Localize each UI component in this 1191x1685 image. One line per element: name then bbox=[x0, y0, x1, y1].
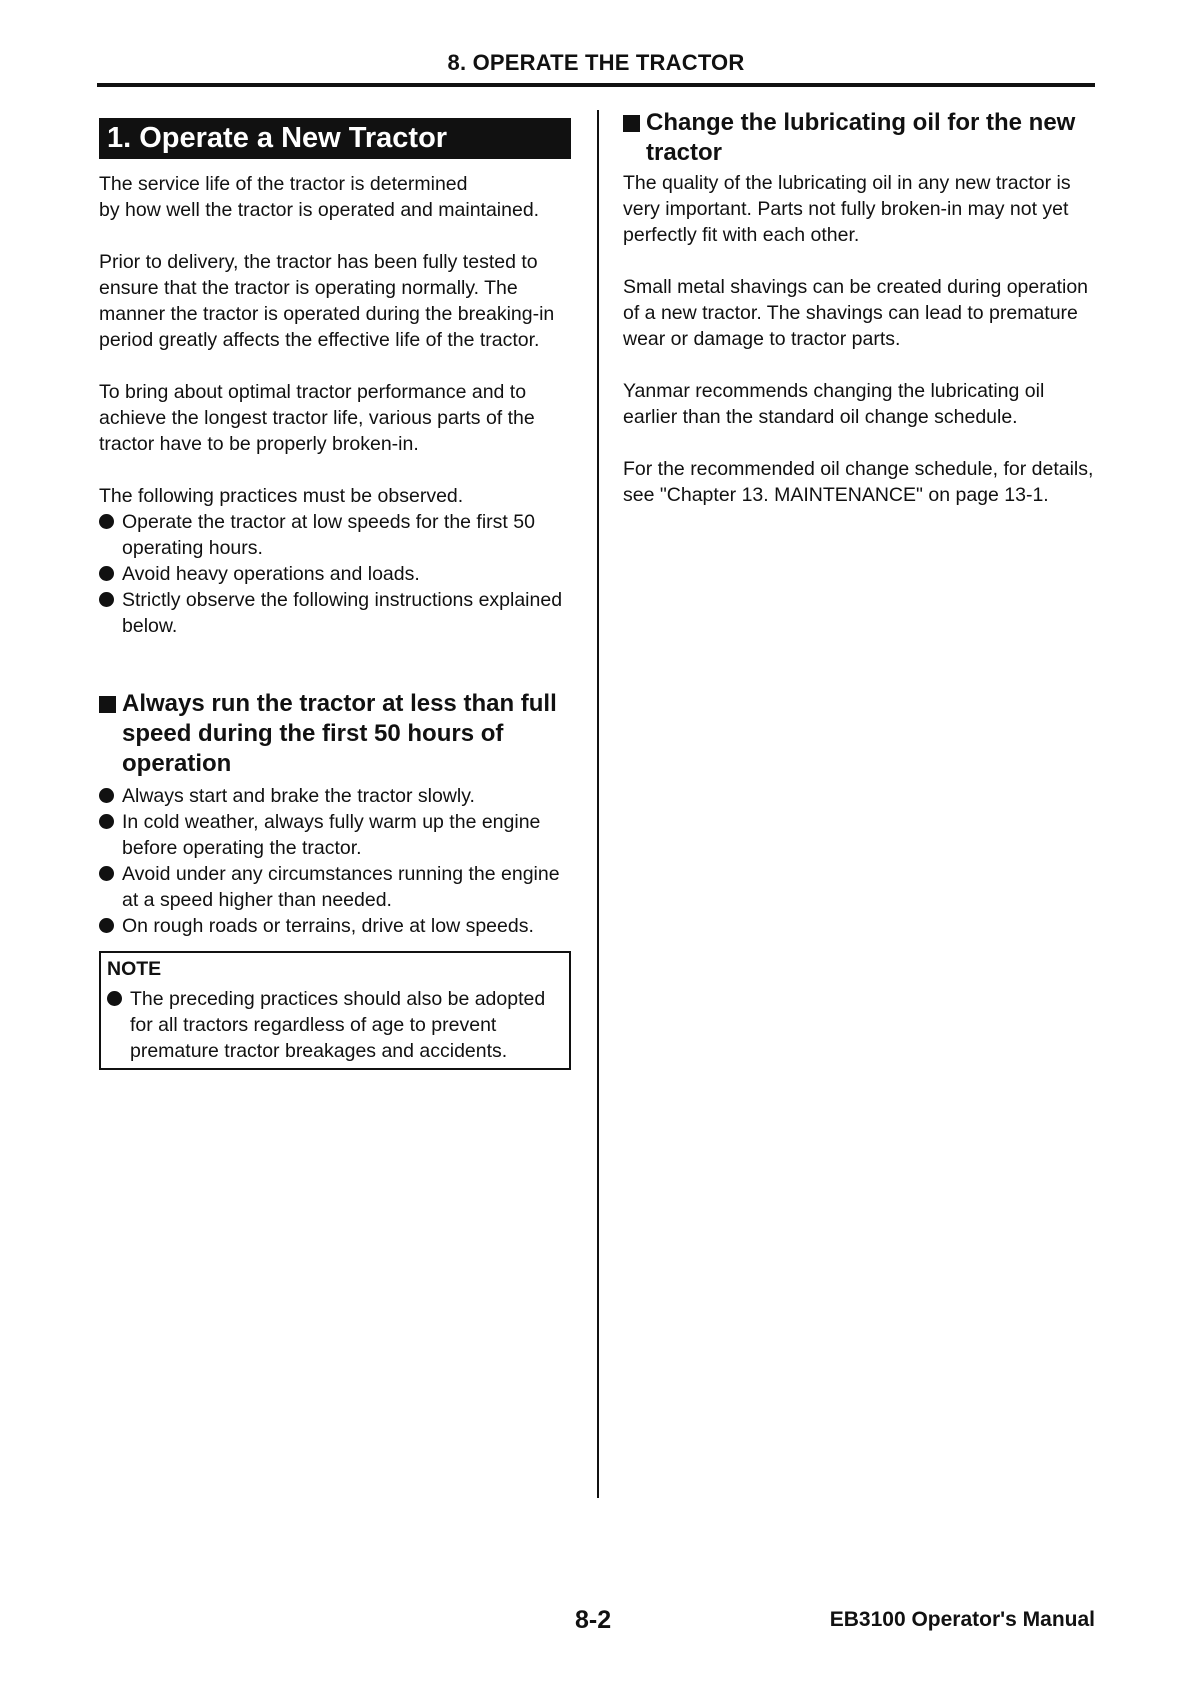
page-header-title: 8. OPERATE THE TRACTOR bbox=[447, 50, 745, 75]
list-item bbox=[99, 861, 571, 913]
bullet-icon bbox=[99, 918, 114, 933]
list-item bbox=[99, 587, 571, 639]
square-bullet-icon bbox=[623, 115, 640, 132]
bullet-icon bbox=[99, 814, 114, 829]
instructions-list bbox=[99, 783, 571, 939]
intro-paragraph: Prior to delivery, the tractor has been fully tested to ensure that the tractor is operating normally. The manner the tractor is operated during the breaking-in period greatly affects the effective life of the tractor. bbox=[99, 251, 555, 351]
column-divider bbox=[597, 110, 599, 1498]
bullet-icon bbox=[107, 991, 122, 1006]
practices-list bbox=[99, 509, 571, 639]
list-item-text: On rough roads or terrains, drive at low speeds. bbox=[122, 915, 534, 937]
right-column bbox=[623, 108, 1095, 534]
left-column bbox=[99, 118, 571, 1070]
list-item bbox=[99, 913, 571, 939]
bullet-icon bbox=[99, 566, 114, 581]
square-bullet-icon bbox=[99, 696, 116, 713]
header-rule bbox=[97, 83, 1095, 87]
bullet-icon bbox=[99, 866, 114, 881]
list-item-text: Operate the tractor at low speeds for the first 50 operating hours. bbox=[122, 511, 535, 559]
note-item bbox=[107, 986, 561, 1064]
subsection-heading-text: Always run the tractor at less than full speed during the first 50 hours of operation bbox=[122, 690, 557, 777]
list-item bbox=[99, 509, 571, 561]
note-box bbox=[99, 951, 571, 1070]
list-item-text: In cold weather, always fully warm up the engine before operating the tractor. bbox=[122, 811, 541, 859]
list-item-text: Strictly observe the following instructions explained below. bbox=[122, 589, 563, 637]
paragraph: Small metal shavings can be created during operation of a new tractor. The shavings can lead to premature wear or damage to tractor parts. bbox=[623, 276, 1089, 350]
note-item-text: The preceding practices should also be adopted for all tractors regardless of age to prevent premature tractor breakages and accidents. bbox=[130, 988, 546, 1062]
list-item-text: Avoid under any circumstances running the engine at a speed higher than needed. bbox=[122, 863, 560, 911]
paragraph: The quality of the lubricating oil in any new tractor is very important. Parts not fully broken-in may not yet perfectly fit with each other. bbox=[623, 172, 1071, 246]
list-item-text: Always start and brake the tractor slowly. bbox=[122, 785, 475, 807]
paragraph: For the recommended oil change schedule, for details, see "Chapter 13. MAINTENANCE" on page 13-1. bbox=[623, 458, 1094, 506]
bullet-icon bbox=[99, 592, 114, 607]
bullet-icon bbox=[99, 788, 114, 803]
page-number: 8-2 bbox=[575, 1606, 612, 1634]
bullet-icon bbox=[99, 514, 114, 529]
note-title: NOTE bbox=[107, 958, 162, 980]
subsection-heading-lubricating-oil bbox=[623, 108, 1095, 168]
subsection-heading-full-speed bbox=[99, 689, 571, 779]
manual-title: EB3100 Operator's Manual bbox=[829, 1608, 1095, 1631]
section-title: 1. Operate a New Tractor bbox=[99, 118, 571, 159]
list-item bbox=[99, 783, 571, 809]
list-item bbox=[99, 561, 571, 587]
practices-lead: The following practices must be observed. bbox=[99, 485, 464, 507]
intro-paragraph: The service life of the tractor is determined by how well the tractor is operated and maintained. bbox=[99, 173, 540, 221]
list-item-text: Avoid heavy operations and loads. bbox=[122, 563, 420, 585]
paragraph: Yanmar recommends changing the lubricating oil earlier than the standard oil change schedule. bbox=[623, 380, 1045, 428]
list-item bbox=[99, 809, 571, 861]
subsection-heading-text: Change the lubricating oil for the new tractor bbox=[646, 109, 1076, 166]
intro-paragraph: To bring about optimal tractor performance and to achieve the longest tractor life, various parts of the tractor have to be properly broken-in. bbox=[99, 381, 535, 455]
